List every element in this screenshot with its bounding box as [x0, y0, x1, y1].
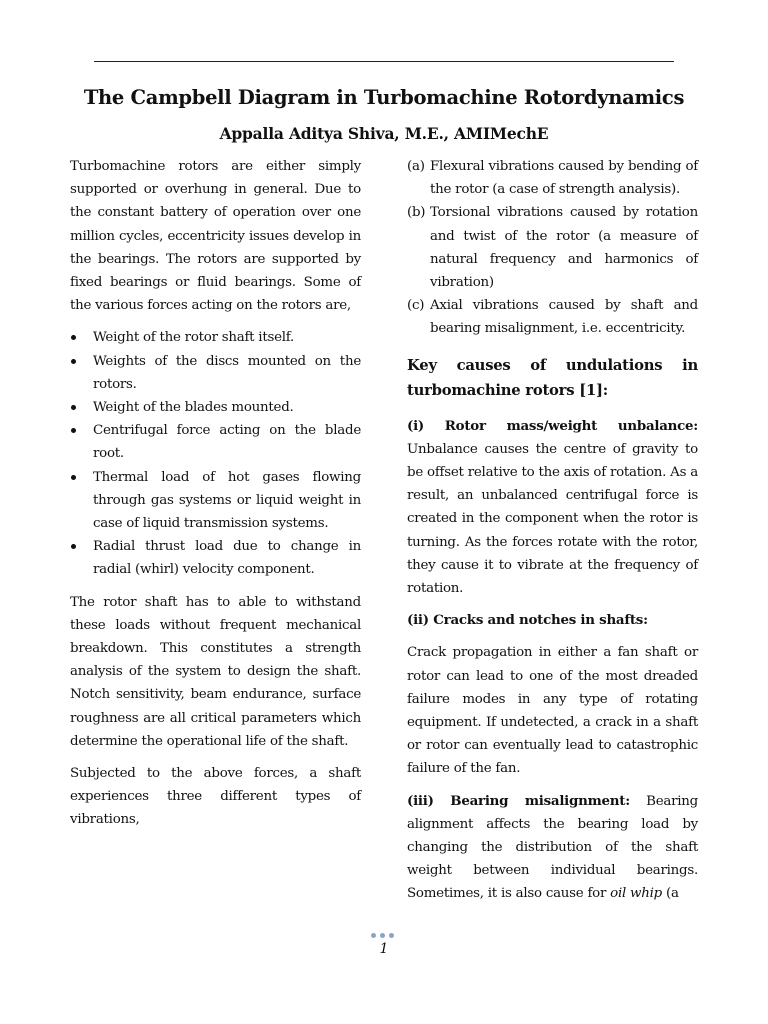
right-column — [407, 155, 698, 915]
forces-list — [70, 326, 361, 581]
bullet-icon — [71, 428, 76, 433]
cause-title: (i) Rotor mass/weight unbalance: — [407, 417, 698, 434]
strength-paragraph: The rotor shaft has to able to withstand these loads without frequent mechanical breakdown. This constitutes a strength analysis of the system to design the shaft. Notch sensitivity, beam endurance, surface roughness are all critical parameters which determine the operational life of the shaft. — [70, 594, 361, 749]
list-item: Radial thrust load due to change in radial (whirl) velocity component. — [70, 535, 361, 581]
page-number: 1 — [379, 941, 389, 957]
bullet-icon — [71, 475, 76, 480]
list-item: Thermal load of hot gases flowing through gas systems or liquid weight in case of liquid transmission systems. — [70, 466, 361, 536]
bullet-icon — [71, 359, 76, 364]
list-item: (a) Flexural vibrations caused by bending of the rotor (a case of strength analysis). — [407, 155, 698, 201]
cause-title: (iii) Bearing misalignment: — [407, 792, 630, 809]
list-marker: (c) — [407, 298, 425, 314]
document-title: The Campbell Diagram in Turbomachine Rotordynamics — [83, 86, 685, 109]
bullet-icon — [71, 544, 76, 549]
cause-unbalance-paragraph: (i) Rotor mass/weight unbalance: Unbalance causes the centre of gravity to be offset relative to the axis of rotation. As a result, an unbalanced centrifugal force is created in the component when the rotor is turning. As the forces rotate with the rotor, they cause it to vibrate at the frequency of rotation. — [407, 417, 698, 597]
list-item: Weight of the rotor shaft itself. — [70, 326, 361, 349]
list-item: Weight of the blades mounted. — [70, 396, 361, 419]
italic-term: oil whip — [610, 886, 662, 902]
header-rule — [94, 61, 674, 62]
cause-cracks-paragraph: Crack propagation in either a fan shaft or rotor can lead to one of the most dreaded failure modes in any type of rotating equipment. If undetected, a crack in a shaft or rotor can eventually lead to catastrophic failure of the fan. — [407, 645, 698, 777]
list-item: Weights of the discs mounted on the rotors. — [70, 350, 361, 396]
section-heading: Key causes of undulations in turbomachine rotors [1]: — [407, 356, 698, 399]
vibration-types-list — [407, 155, 698, 341]
intro-paragraph: Turbomachine rotors are either simply supported or overhung in general. Due to the constant battery of operation over one million cycles, eccentricity issues develop in the bearings. The rotors are supported by fixed bearings or fluid bearings. Some of the various forces acting on the rotors are, — [70, 159, 361, 314]
list-marker: (a) — [407, 159, 425, 174]
bullet-icon — [71, 405, 76, 410]
author-line: Appalla Aditya Shiva, M.E., AMIMechE — [219, 124, 549, 143]
list-item: (c) Axial vibrations caused by shaft and bearing misalignment, i.e. eccentricity. — [407, 294, 698, 340]
cause-misalignment-paragraph: (iii) Bearing misalignment: Bearing alignment affects the bearing load by changing the distribution of the shaft weight between individual bearings. Sometimes, it is also cause for oil whip (a — [407, 792, 698, 902]
footer-ornament-icon — [371, 931, 397, 939]
list-item: Centrifugal force acting on the blade root. — [70, 419, 361, 465]
left-column — [70, 155, 361, 841]
vibrations-intro-paragraph: Subjected to the above forces, a shaft experiences three different types of vibrations, — [70, 766, 361, 828]
cause-cracks-title: (ii) Cracks and notches in shafts: — [407, 612, 648, 629]
bullet-icon — [71, 335, 76, 340]
list-marker: (b) — [407, 205, 426, 221]
list-item: (b) Torsional vibrations caused by rotation and twist of the rotor (a measure of natural frequency and harmonics of vibration) — [407, 201, 698, 294]
